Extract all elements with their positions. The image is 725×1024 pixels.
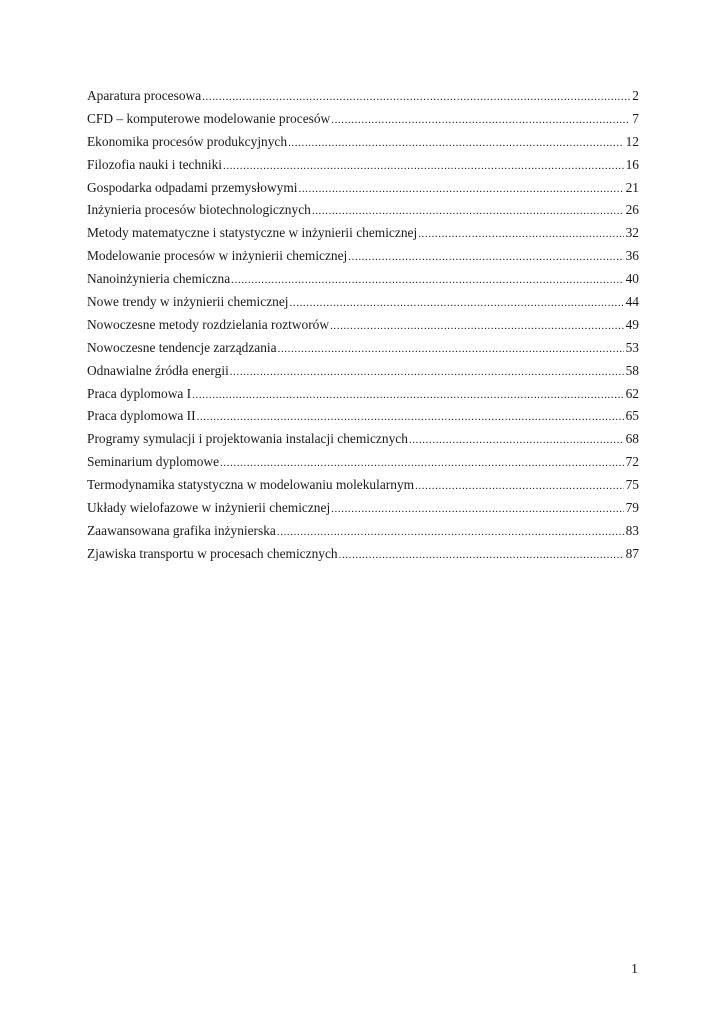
toc-entry[interactable]: [87, 337, 639, 360]
toc-dot-leader: [331, 498, 623, 520]
toc-entry[interactable]: [87, 291, 639, 314]
toc-entry-title: CFD – komputerowe modelowanie procesów: [87, 110, 331, 126]
table-of-contents: [87, 85, 639, 566]
toc-entry-title: Nowoczesne metody rozdzielania roztworów: [87, 316, 330, 332]
toc-entry-title: Nanoinżynieria chemiczna: [87, 271, 231, 287]
toc-entry[interactable]: [87, 268, 639, 291]
toc-entry-page-number: 62: [625, 385, 639, 401]
toc-entry-page-number: 79: [625, 500, 639, 516]
toc-entry[interactable]: [87, 520, 639, 543]
toc-dot-leader: [330, 315, 624, 337]
toc-dot-leader: [223, 155, 624, 177]
toc-entry-title: Nowoczesne tendencje zarządzania: [87, 339, 277, 355]
toc-dot-leader: [192, 384, 623, 406]
toc-entry[interactable]: [87, 154, 639, 177]
toc-dot-leader: [298, 178, 623, 200]
toc-entry-page-number: 40: [625, 271, 639, 287]
toc-entry-title: Filozofia nauki i techniki: [87, 156, 222, 172]
toc-entry-title: Programy symulacji i projektowania instalacji chemicznych: [87, 431, 408, 447]
toc-entry[interactable]: [87, 451, 639, 474]
toc-entry-page-number: 49: [625, 316, 639, 332]
toc-entry[interactable]: [87, 428, 639, 451]
toc-entry-title: Ekonomika procesów produkcyjnych: [87, 133, 288, 149]
toc-entry-page-number: 32: [625, 225, 639, 241]
toc-entry-page-number: 12: [625, 133, 639, 149]
toc-entry[interactable]: [87, 497, 639, 520]
toc-entry-page-number: 72: [625, 454, 639, 470]
toc-entry[interactable]: [87, 383, 639, 406]
toc-dot-leader: [348, 246, 623, 268]
toc-dot-leader: [278, 338, 624, 360]
toc-entry-title: Seminarium dyplomowe: [87, 454, 220, 470]
toc-entry-page-number: 7: [632, 110, 639, 126]
toc-dot-leader: [277, 521, 624, 543]
toc-entry[interactable]: [87, 131, 639, 154]
toc-entry[interactable]: [87, 405, 639, 428]
toc-dot-leader: [230, 361, 624, 383]
toc-entry-title: Termodynamika statystyczna w modelowaniu molekularnym: [87, 477, 415, 493]
toc-entry-title: Układy wielofazowe w inżynierii chemicznej: [87, 500, 331, 516]
toc-entry-page-number: 58: [625, 362, 639, 378]
toc-entry-page-number: 21: [625, 179, 639, 195]
toc-dot-leader: [331, 109, 630, 131]
toc-entry-page-number: 53: [625, 339, 639, 355]
toc-dot-leader: [339, 544, 624, 566]
toc-entry-title: Praca dyplomowa I: [87, 385, 192, 401]
toc-dot-leader: [197, 406, 624, 428]
toc-entry-page-number: 36: [625, 248, 639, 264]
toc-dot-leader: [231, 269, 623, 291]
page-number: 1: [631, 962, 638, 977]
toc-entry-page-number: 87: [625, 545, 639, 561]
toc-entry[interactable]: [87, 245, 639, 268]
toc-dot-leader: [409, 429, 624, 451]
toc-dot-leader: [415, 475, 624, 497]
toc-dot-leader: [418, 223, 623, 245]
toc-dot-leader: [288, 132, 624, 154]
toc-entry-title: Odnawialne źródła energii: [87, 362, 229, 378]
toc-entry-title: Praca dyplomowa II: [87, 408, 196, 424]
toc-entry[interactable]: [87, 177, 639, 200]
toc-entry-page-number: 26: [625, 202, 639, 218]
toc-entry-page-number: 44: [625, 294, 639, 310]
toc-entry-page-number: 2: [632, 88, 639, 103]
toc-entry-title: Zjawiska transportu w procesach chemicznych: [87, 545, 338, 561]
toc-entry[interactable]: [87, 474, 639, 497]
toc-dot-leader: [220, 452, 624, 474]
toc-dot-leader: [202, 86, 630, 108]
toc-entry-page-number: 16: [625, 156, 639, 172]
toc-dot-leader: [290, 292, 624, 314]
toc-entry-page-number: 65: [625, 408, 639, 424]
toc-entry-title: Gospodarka odpadami przemysłowymi: [87, 179, 298, 195]
toc-entry-title: Metody matematyczne i statystyczne w inżynierii chemicznej: [87, 225, 418, 241]
toc-entry[interactable]: [87, 85, 639, 108]
toc-entry[interactable]: [87, 108, 639, 131]
toc-entry-page-number: 83: [625, 522, 639, 538]
toc-entry-title: Nowe trendy w inżynierii chemicznej: [87, 294, 289, 310]
toc-entry[interactable]: [87, 314, 639, 337]
toc-entry-title: Aparatura procesowa: [87, 88, 202, 103]
toc-entry-page-number: 75: [625, 477, 639, 493]
toc-entry-title: Modelowanie procesów w inżynierii chemicznej: [87, 248, 348, 264]
toc-entry-title: Inżynieria procesów biotechnologicznych: [87, 202, 311, 218]
toc-entry[interactable]: [87, 360, 639, 383]
toc-entry[interactable]: [87, 222, 639, 245]
toc-entry-page-number: 68: [625, 431, 639, 447]
toc-entry[interactable]: [87, 199, 639, 222]
toc-entry[interactable]: [87, 543, 639, 566]
toc-entry-title: Zaawansowana grafika inżynierska: [87, 522, 276, 538]
toc-dot-leader: [312, 200, 624, 222]
